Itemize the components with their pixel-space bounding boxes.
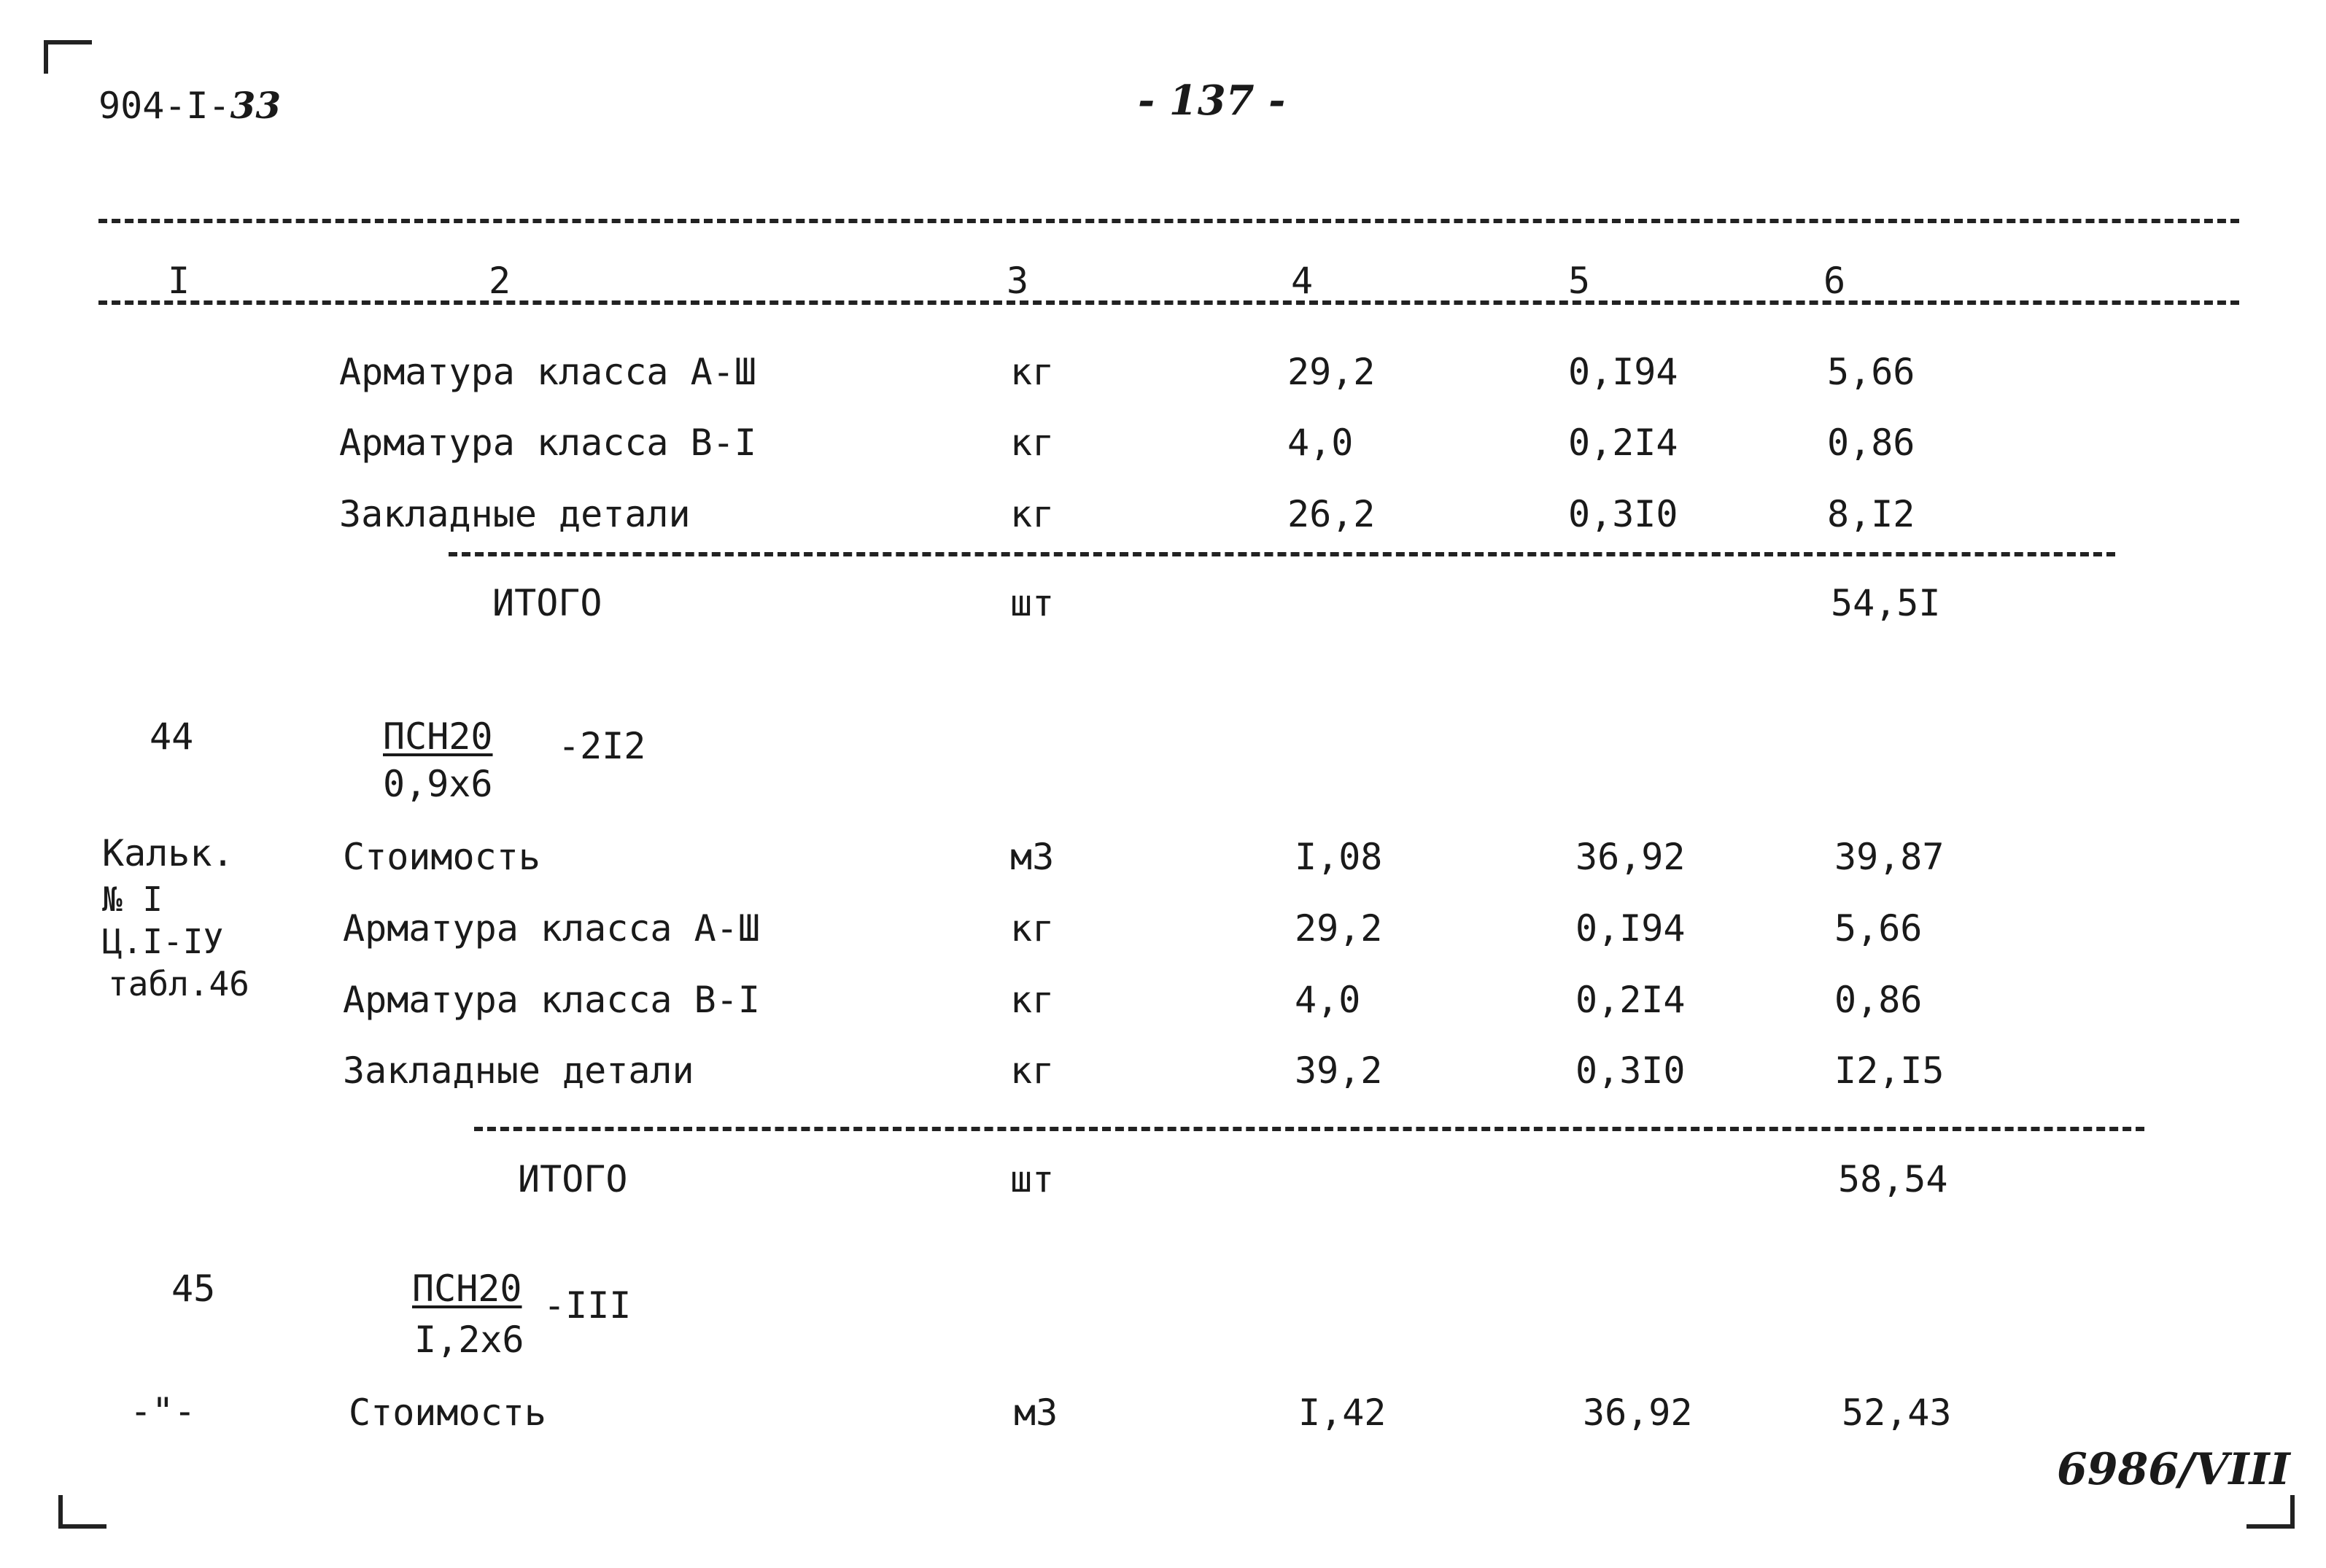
item-number: 45 [171, 1268, 216, 1310]
calculation-reference [102, 832, 234, 874]
item-price: 36,92 [1583, 1392, 1693, 1434]
item-name: Стоимость [349, 1392, 546, 1434]
item-number: 44 [150, 715, 194, 758]
item-name: Арматура класса В-I [339, 422, 756, 464]
item-name: Арматура класса В-I [343, 979, 760, 1021]
item-quantity: 39,2 [1295, 1049, 1383, 1092]
item-quantity: I,08 [1295, 836, 1383, 878]
item-price: 0,2I4 [1575, 979, 1686, 1021]
document-code-suffix: 33 [230, 84, 282, 127]
item-price: 0,3I0 [1575, 1049, 1686, 1092]
item-unit: кг [1010, 493, 1055, 535]
ditto-mark: -"- [130, 1390, 196, 1432]
itogo-label: ИТОГО [518, 1158, 628, 1200]
item-name: Закладные детали [339, 493, 691, 535]
itogo-total: 58,54 [1838, 1158, 1948, 1200]
column-number-5: 5 [1568, 260, 1591, 302]
reference-line: Ц.I-IУ [102, 922, 224, 961]
item-unit: кг [1010, 1049, 1055, 1092]
item-total: 39,87 [1834, 836, 1945, 878]
column-number-1: I [168, 260, 190, 302]
item-total: 0,86 [1834, 979, 1923, 1021]
item-name: Арматура класса А-Ш [343, 907, 760, 950]
column-number-3: 3 [1007, 260, 1029, 302]
item-code-suffix: -III [543, 1284, 632, 1327]
item-total: I2,I5 [1834, 1049, 1945, 1092]
item-quantity: 4,0 [1287, 422, 1354, 464]
item-unit: м3 [1010, 836, 1055, 878]
item-price: 0,I94 [1575, 907, 1686, 950]
item-name: Стоимость [343, 836, 540, 878]
item-quantity: 4,0 [1295, 979, 1361, 1021]
item-total: 52,43 [1842, 1392, 1952, 1434]
item-unit: м3 [1014, 1392, 1058, 1434]
item-quantity: I,42 [1298, 1392, 1387, 1434]
item-price: 36,92 [1575, 836, 1686, 878]
item-code-numerator: ПСН20 [383, 715, 493, 758]
block2-subtotal-rule [474, 1127, 2144, 1131]
item-code-suffix: -2I2 [558, 725, 646, 767]
column-number-2: 2 [489, 260, 511, 302]
item-total: 8,I2 [1827, 493, 1915, 535]
item-price: 0,I94 [1568, 351, 1678, 393]
corner-mark-top-left [44, 40, 92, 74]
item-code-numerator: ПСН20 [412, 1268, 522, 1310]
reference-line: Кальк. [102, 832, 234, 874]
item-price: 0,3I0 [1568, 493, 1678, 535]
item-unit: кг [1010, 422, 1055, 464]
item-quantity: 29,2 [1287, 351, 1376, 393]
item-price: 0,2I4 [1568, 422, 1678, 464]
page-number: - 137 - [1138, 77, 1286, 125]
column-number-4: 4 [1291, 260, 1314, 302]
itogo-unit: шт [1010, 582, 1055, 624]
header-rule-bottom [98, 300, 2239, 305]
column-number-6: 6 [1823, 260, 1846, 302]
corner-mark-bottom-left [58, 1495, 106, 1529]
header-rule-top [98, 219, 2239, 223]
itogo-unit: шт [1010, 1158, 1055, 1200]
document-code-prefix: 904-I- [98, 85, 230, 127]
item-name: Закладные детали [343, 1049, 694, 1092]
item-total: 0,86 [1827, 422, 1915, 464]
item-name: Арматура класса А-Ш [339, 351, 756, 393]
item-total: 5,66 [1827, 351, 1915, 393]
itogo-label: ИТОГО [492, 582, 602, 624]
itogo-total: 54,5I [1831, 582, 1941, 624]
corner-mark-bottom-right [2246, 1495, 2295, 1529]
item-unit: кг [1010, 979, 1055, 1021]
item-quantity: 26,2 [1287, 493, 1376, 535]
item-code-denominator: I,2х6 [414, 1319, 524, 1361]
block1-subtotal-rule [449, 552, 2115, 556]
reference-line: табл.46 [108, 964, 249, 1004]
document-code [98, 84, 282, 127]
item-code-denominator: 0,9х6 [383, 763, 493, 805]
item-unit: кг [1010, 907, 1055, 950]
item-quantity: 29,2 [1295, 907, 1383, 950]
item-unit: кг [1010, 351, 1055, 393]
item-total: 5,66 [1834, 907, 1923, 950]
archive-stamp: 6986/VIII [2057, 1444, 2290, 1495]
reference-line: № I [102, 880, 163, 919]
